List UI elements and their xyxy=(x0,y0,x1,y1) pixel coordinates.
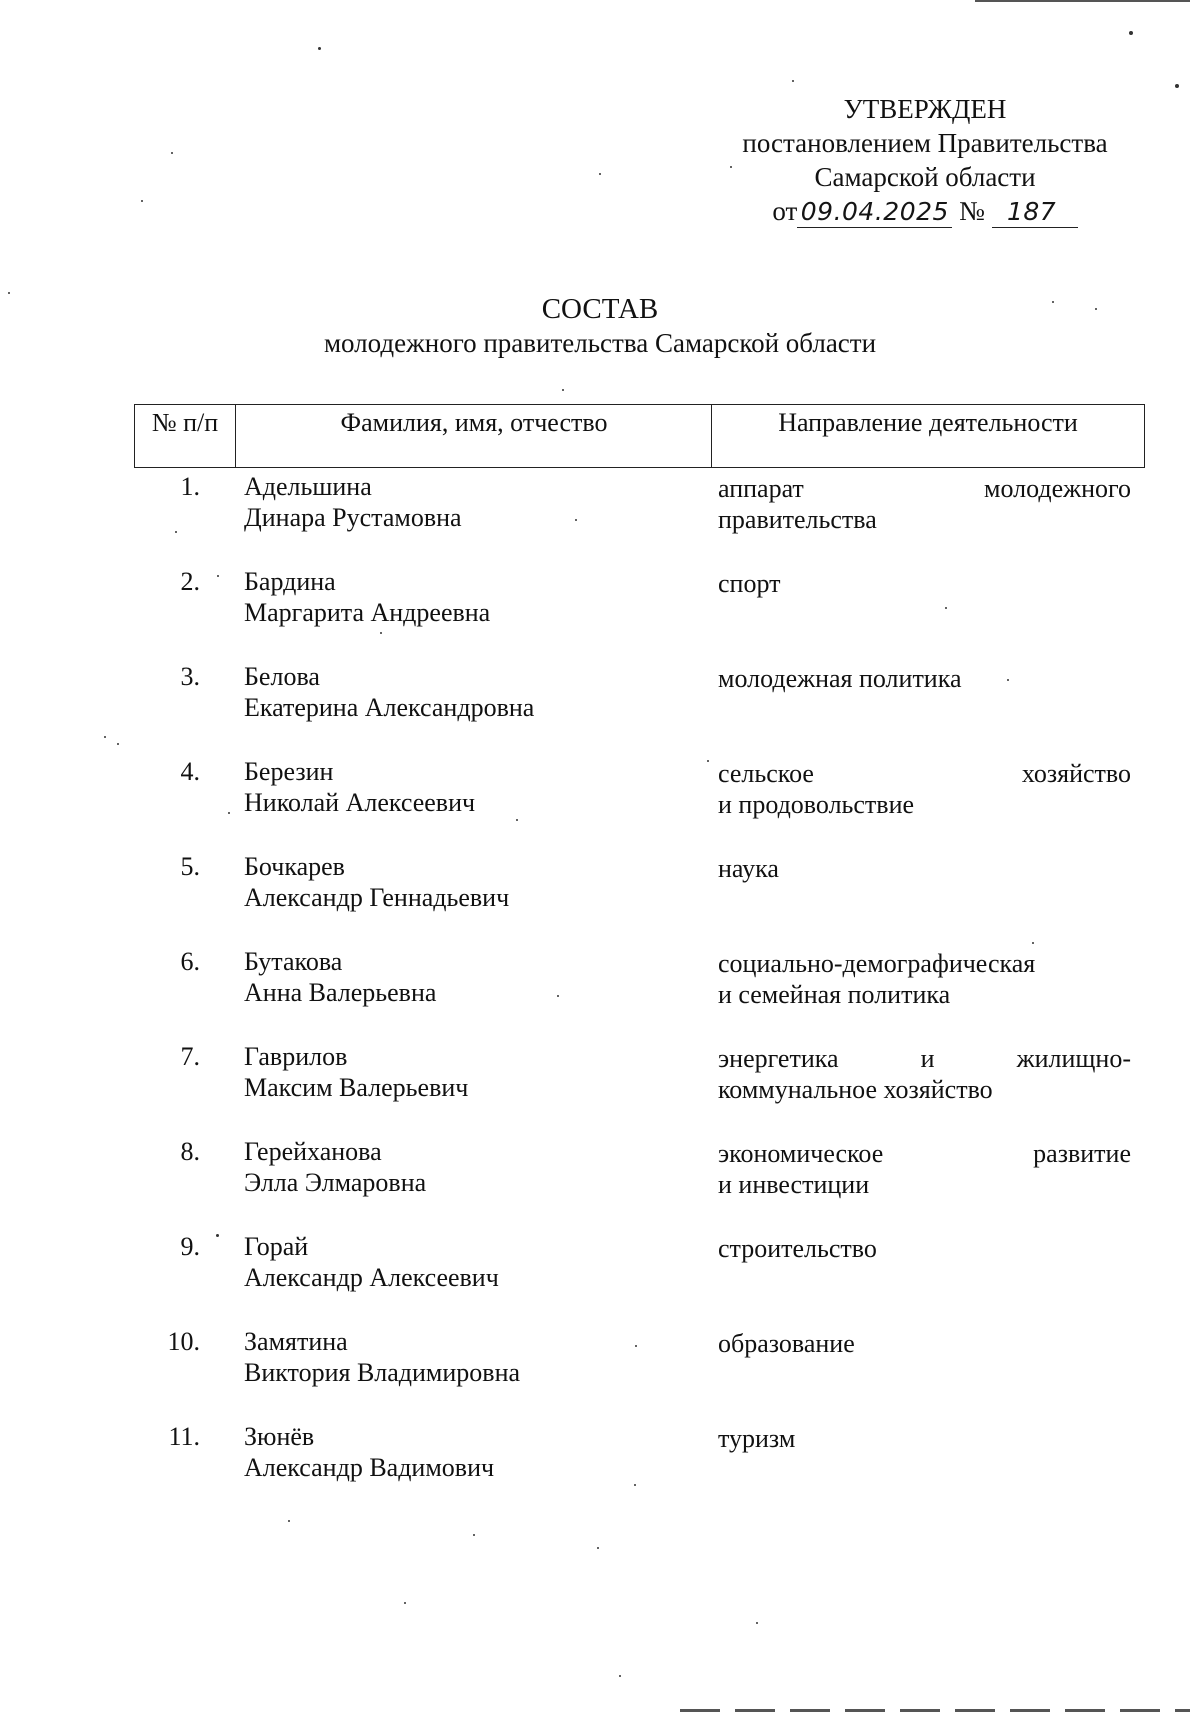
table-row xyxy=(134,1228,1145,1323)
person-given-names: Александр Алексеевич xyxy=(244,1263,499,1292)
person-name xyxy=(244,1136,704,1198)
scan-speck xyxy=(1175,84,1179,88)
scan-speck xyxy=(597,1547,599,1549)
scan-speck xyxy=(318,47,321,50)
person-name xyxy=(244,661,704,723)
scan-speck xyxy=(380,632,382,634)
scan-speck xyxy=(141,200,143,202)
person-surname: Бутакова xyxy=(244,947,343,976)
scan-speck xyxy=(730,166,732,168)
scan-speck xyxy=(1032,942,1034,944)
table-row xyxy=(134,1323,1145,1418)
table-row xyxy=(134,468,1145,563)
person-surname: Адельшина xyxy=(244,472,372,501)
scan-speck xyxy=(707,760,709,762)
activity-direction xyxy=(718,1423,1131,1454)
header-name: Фамилия, имя, отчество xyxy=(235,405,712,467)
person-name xyxy=(244,1326,704,1388)
direction-line-1: аппарат молодежного xyxy=(718,474,1131,503)
activity-direction xyxy=(718,1328,1131,1359)
person-given-names: Александр Вадимович xyxy=(244,1453,495,1482)
table-header xyxy=(134,404,1145,468)
direction-line-2: и семейная политика xyxy=(718,980,951,1009)
person-given-names: Николай Алексеевич xyxy=(244,788,476,817)
person-surname: Гаврилов xyxy=(244,1042,348,1071)
header-number: № п/п xyxy=(151,408,219,437)
person-name xyxy=(244,1421,704,1483)
title-subtitle: молодежного правительства Самарской области xyxy=(323,328,877,358)
activity-direction xyxy=(718,1233,1131,1264)
person-name xyxy=(244,1231,704,1293)
scan-speck xyxy=(792,80,794,82)
table-body xyxy=(134,468,1145,1513)
row-number: 1. xyxy=(180,472,200,501)
approval-line-2: Самарской области xyxy=(814,162,1036,192)
approval-date-line xyxy=(720,194,1130,228)
direction-line-1: молодежная политика xyxy=(718,664,962,693)
scan-speck xyxy=(217,575,219,577)
activity-direction xyxy=(718,663,1131,694)
table-row xyxy=(134,563,1145,658)
number-prefix: № xyxy=(959,196,985,226)
person-name xyxy=(244,471,704,533)
activity-direction xyxy=(718,1138,1131,1200)
person-name xyxy=(244,1041,704,1103)
scan-speck xyxy=(175,531,177,533)
row-number: 9. xyxy=(180,1232,200,1261)
scan-speck xyxy=(562,389,564,391)
scan-speck xyxy=(117,743,119,745)
row-number: 5. xyxy=(180,852,200,881)
scan-speck xyxy=(404,1602,406,1604)
direction-line-1: строительство xyxy=(718,1234,877,1263)
approval-line-1: постановлением Правительства xyxy=(742,128,1108,158)
person-name xyxy=(244,851,704,913)
table-row xyxy=(134,943,1145,1038)
activity-direction xyxy=(718,948,1131,1010)
direction-line-1: сельское хозяйство xyxy=(718,759,1131,788)
person-name xyxy=(244,756,704,818)
direction-line-1: наука xyxy=(718,854,779,883)
person-name xyxy=(244,566,704,628)
activity-direction xyxy=(718,473,1131,535)
scan-speck xyxy=(228,812,230,814)
document-title xyxy=(0,292,1200,360)
scan-speck xyxy=(619,1675,621,1677)
person-given-names: Элла Элмаровна xyxy=(244,1168,427,1197)
person-given-names: Максим Валерьевич xyxy=(244,1073,469,1102)
person-surname: Бардина xyxy=(244,567,336,596)
person-surname: Бочкарев xyxy=(244,852,345,881)
person-given-names: Екатерина Александровна xyxy=(244,693,535,722)
scan-edge-line xyxy=(975,0,1190,2)
handwritten-date: 09.04.2025 xyxy=(797,197,952,228)
scan-speck xyxy=(756,1622,758,1624)
scan-speck xyxy=(473,1534,475,1536)
direction-line-1: образование xyxy=(718,1329,855,1358)
person-surname: Замятина xyxy=(244,1327,348,1356)
title-main: СОСТАВ xyxy=(541,293,659,325)
direction-line-2: коммунальное хозяйство xyxy=(718,1075,993,1104)
direction-line-2: и инвестиции xyxy=(718,1170,870,1199)
person-surname: Березин xyxy=(244,757,334,786)
approval-heading: УТВЕРЖДЕН xyxy=(843,94,1007,124)
table-row xyxy=(134,658,1145,753)
scan-speck xyxy=(171,152,173,154)
scan-speck xyxy=(1052,301,1054,303)
row-number: 11. xyxy=(168,1422,200,1451)
activity-direction xyxy=(718,1043,1131,1105)
table-row xyxy=(134,848,1145,943)
activity-direction xyxy=(718,758,1131,820)
direction-line-1: социально-демографическая xyxy=(718,949,1036,978)
person-surname: Белова xyxy=(244,662,320,691)
scan-speck xyxy=(599,173,601,175)
date-prefix: от xyxy=(772,196,798,226)
table-row xyxy=(134,1133,1145,1228)
person-surname: Горай xyxy=(244,1232,309,1261)
direction-line-1: экономическое развитие xyxy=(718,1139,1131,1168)
scan-edge-line xyxy=(680,1709,1190,1712)
scan-speck xyxy=(1095,308,1097,310)
table-row xyxy=(134,1418,1145,1513)
handwritten-number: 187 xyxy=(992,197,1078,228)
row-number: 7. xyxy=(180,1042,200,1071)
person-given-names: Виктория Владимировна xyxy=(244,1358,521,1387)
scan-speck xyxy=(516,819,518,821)
scan-speck xyxy=(575,519,577,521)
header-direction: Направление деятельности xyxy=(711,405,1144,467)
approval-stamp-block xyxy=(720,92,1130,228)
row-number: 4. xyxy=(180,757,200,786)
row-number: 2. xyxy=(180,567,200,596)
table-row xyxy=(134,753,1145,848)
direction-line-1: спорт xyxy=(718,569,781,598)
person-given-names: Маргарита Андреевна xyxy=(244,598,491,627)
activity-direction xyxy=(718,853,1131,884)
direction-line-2: правительства xyxy=(718,505,877,534)
scan-speck xyxy=(635,1345,637,1347)
direction-line-2: и продовольствие xyxy=(718,790,915,819)
person-given-names: Александр Геннадьевич xyxy=(244,883,510,912)
scan-speck xyxy=(104,736,106,738)
row-number: 3. xyxy=(180,662,200,691)
person-surname: Зюнёв xyxy=(244,1422,315,1451)
scan-speck xyxy=(216,1234,219,1237)
scan-speck xyxy=(1129,31,1133,35)
scan-speck xyxy=(634,1484,636,1486)
scan-speck xyxy=(557,995,559,997)
direction-line-1: энергетика и жилищно- xyxy=(718,1044,1131,1073)
row-number: 8. xyxy=(180,1137,200,1166)
row-number: 10. xyxy=(167,1327,200,1356)
direction-line-1: туризм xyxy=(718,1424,796,1453)
scan-speck xyxy=(945,607,947,609)
table-row xyxy=(134,1038,1145,1133)
person-name xyxy=(244,946,704,1008)
activity-direction xyxy=(718,568,1131,599)
person-given-names: Динара Рустамовна xyxy=(244,503,462,532)
scan-speck xyxy=(288,1520,290,1522)
row-number: 6. xyxy=(180,947,200,976)
scan-speck xyxy=(8,292,10,294)
scan-speck xyxy=(1007,679,1009,681)
person-given-names: Анна Валерьевна xyxy=(244,978,437,1007)
person-surname: Герейханова xyxy=(244,1137,382,1166)
